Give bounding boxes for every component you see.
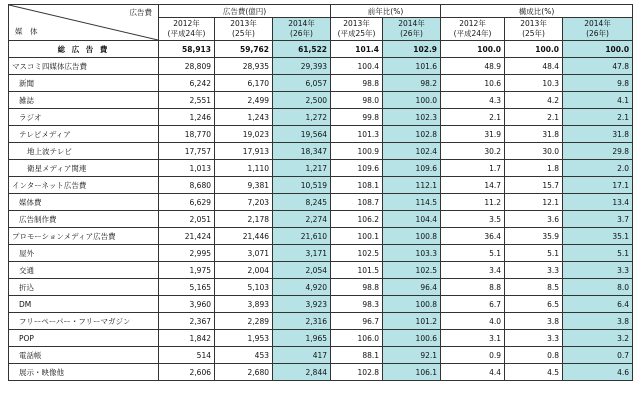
row-label: 新聞	[9, 75, 159, 92]
ad-expenditure-table-container	[8, 4, 632, 381]
header-year-cell: 2013年 (平成25年)	[331, 18, 383, 41]
row-label: ラジオ	[9, 109, 159, 126]
value-cell: 9.8	[563, 75, 633, 92]
table-row	[9, 347, 633, 364]
value-cell: 99.8	[331, 109, 383, 126]
value-cell: 102.5	[383, 262, 441, 279]
value-cell: 2,606	[159, 364, 215, 381]
header-group-yoy: 前年比(%)	[331, 5, 441, 18]
value-cell: 96.4	[383, 279, 441, 296]
value-cell: 2,500	[273, 92, 331, 109]
value-cell: 0.7	[563, 347, 633, 364]
value-cell: 17,913	[215, 143, 273, 160]
value-cell: 3.6	[505, 211, 563, 228]
value-cell: 101.5	[331, 262, 383, 279]
value-cell: 100.4	[331, 58, 383, 75]
value-cell: 3,960	[159, 296, 215, 313]
value-cell: 2,844	[273, 364, 331, 381]
value-cell: 14.7	[441, 177, 505, 194]
value-cell: 21,424	[159, 228, 215, 245]
value-cell: 3,171	[273, 245, 331, 262]
value-cell: 10,519	[273, 177, 331, 194]
value-cell: 12.1	[505, 194, 563, 211]
table-row	[9, 75, 633, 92]
value-cell: 13.4	[563, 194, 633, 211]
row-label: テレビメディア	[9, 126, 159, 143]
header-row-groups	[9, 5, 633, 18]
row-label: 広告制作費	[9, 211, 159, 228]
value-cell: 88.1	[331, 347, 383, 364]
table-row	[9, 364, 633, 381]
value-cell: 36.4	[441, 228, 505, 245]
value-cell: 1,272	[273, 109, 331, 126]
value-cell: 28,935	[215, 58, 273, 75]
table-row	[9, 313, 633, 330]
value-cell: 2,551	[159, 92, 215, 109]
value-cell: 3,893	[215, 296, 273, 313]
value-cell: 29,393	[273, 58, 331, 75]
value-cell: 108.7	[331, 194, 383, 211]
value-cell: 92.1	[383, 347, 441, 364]
table-row	[9, 262, 633, 279]
value-cell: 3,923	[273, 296, 331, 313]
value-cell: 100.0	[563, 41, 633, 58]
value-cell: 48.4	[505, 58, 563, 75]
row-label: POP	[9, 330, 159, 347]
value-cell: 61,522	[273, 41, 331, 58]
row-label: マスコミ四媒体広告費	[9, 58, 159, 75]
value-cell: 100.0	[441, 41, 505, 58]
value-cell: 15.7	[505, 177, 563, 194]
value-cell: 17,757	[159, 143, 215, 160]
value-cell: 1,975	[159, 262, 215, 279]
value-cell: 102.5	[331, 245, 383, 262]
table-row	[9, 228, 633, 245]
value-cell: 31.8	[563, 126, 633, 143]
value-cell: 17.1	[563, 177, 633, 194]
value-cell: 453	[215, 347, 273, 364]
header-year-cell: 2014年 (26年)	[563, 18, 633, 41]
value-cell: 5.1	[505, 245, 563, 262]
row-label: 衛星メディア関連	[9, 160, 159, 177]
row-label: プロモーションメディア広告費	[9, 228, 159, 245]
value-cell: 3.5	[441, 211, 505, 228]
value-cell: 18,770	[159, 126, 215, 143]
value-cell: 8.5	[505, 279, 563, 296]
value-cell: 8.8	[441, 279, 505, 296]
value-cell: 6,170	[215, 75, 273, 92]
value-cell: 11.2	[441, 194, 505, 211]
row-label: 電話帳	[9, 347, 159, 364]
value-cell: 1,243	[215, 109, 273, 126]
value-cell: 59,762	[215, 41, 273, 58]
table-row	[9, 330, 633, 347]
table-row	[9, 126, 633, 143]
value-cell: 5,103	[215, 279, 273, 296]
value-cell: 31.8	[505, 126, 563, 143]
header-group-share: 構成比(%)	[441, 5, 633, 18]
value-cell: 98.2	[383, 75, 441, 92]
header-year-cell: 2012年 (平成24年)	[159, 18, 215, 41]
header-corner-cell	[9, 5, 159, 41]
value-cell: 98.8	[331, 279, 383, 296]
header-year-cell: 2013年 (25年)	[505, 18, 563, 41]
value-cell: 2,680	[215, 364, 273, 381]
row-label: 総 広 告 費	[9, 41, 159, 58]
header-year-cell: 2014年 (26年)	[273, 18, 331, 41]
table-row	[9, 109, 633, 126]
header-year-cell: 2012年 (平成24年)	[441, 18, 505, 41]
value-cell: 2,316	[273, 313, 331, 330]
value-cell: 1,842	[159, 330, 215, 347]
value-cell: 101.3	[331, 126, 383, 143]
value-cell: 4.1	[563, 92, 633, 109]
value-cell: 514	[159, 347, 215, 364]
value-cell: 4.6	[563, 364, 633, 381]
value-cell: 100.1	[331, 228, 383, 245]
value-cell: 103.3	[383, 245, 441, 262]
value-cell: 2,499	[215, 92, 273, 109]
value-cell: 96.7	[331, 313, 383, 330]
value-cell: 10.6	[441, 75, 505, 92]
row-label: 展示・映像他	[9, 364, 159, 381]
value-cell: 3.8	[563, 313, 633, 330]
row-label: 雑誌	[9, 92, 159, 109]
value-cell: 19,564	[273, 126, 331, 143]
table-row	[9, 279, 633, 296]
value-cell: 2.1	[441, 109, 505, 126]
value-cell: 10.3	[505, 75, 563, 92]
table-row	[9, 143, 633, 160]
value-cell: 101.2	[383, 313, 441, 330]
value-cell: 2.1	[563, 109, 633, 126]
table-body	[9, 41, 633, 381]
value-cell: 101.6	[383, 58, 441, 75]
value-cell: 2.1	[505, 109, 563, 126]
value-cell: 5.1	[563, 245, 633, 262]
row-label: インターネット広告費	[9, 177, 159, 194]
row-label: DM	[9, 296, 159, 313]
table-row	[9, 160, 633, 177]
value-cell: 3.2	[563, 330, 633, 347]
value-cell: 4.4	[441, 364, 505, 381]
value-cell: 1.7	[441, 160, 505, 177]
value-cell: 4,920	[273, 279, 331, 296]
row-label: 交通	[9, 262, 159, 279]
value-cell: 104.4	[383, 211, 441, 228]
value-cell: 1,953	[215, 330, 273, 347]
value-cell: 1,965	[273, 330, 331, 347]
value-cell: 6,057	[273, 75, 331, 92]
value-cell: 98.3	[331, 296, 383, 313]
row-label: 屋外	[9, 245, 159, 262]
value-cell: 0.8	[505, 347, 563, 364]
value-cell: 2,995	[159, 245, 215, 262]
value-cell: 100.0	[383, 92, 441, 109]
value-cell: 35.1	[563, 228, 633, 245]
value-cell: 28,809	[159, 58, 215, 75]
value-cell: 417	[273, 347, 331, 364]
value-cell: 21,610	[273, 228, 331, 245]
value-cell: 3.1	[441, 330, 505, 347]
value-cell: 109.6	[383, 160, 441, 177]
value-cell: 102.8	[383, 126, 441, 143]
value-cell: 6.4	[563, 296, 633, 313]
table-row	[9, 211, 633, 228]
value-cell: 8.0	[563, 279, 633, 296]
value-cell: 102.9	[383, 41, 441, 58]
value-cell: 48.9	[441, 58, 505, 75]
value-cell: 106.0	[331, 330, 383, 347]
value-cell: 6,242	[159, 75, 215, 92]
value-cell: 8,245	[273, 194, 331, 211]
value-cell: 108.1	[331, 177, 383, 194]
value-cell: 114.5	[383, 194, 441, 211]
value-cell: 98.0	[331, 92, 383, 109]
corner-label-media: 媒 体	[15, 27, 38, 36]
value-cell: 106.1	[383, 364, 441, 381]
value-cell: 100.8	[383, 296, 441, 313]
value-cell: 102.4	[383, 143, 441, 160]
value-cell: 21,446	[215, 228, 273, 245]
value-cell: 2,274	[273, 211, 331, 228]
value-cell: 18,347	[273, 143, 331, 160]
value-cell: 106.2	[331, 211, 383, 228]
value-cell: 2.0	[563, 160, 633, 177]
header-group-amount: 広告費(億円)	[159, 5, 331, 18]
value-cell: 3.3	[505, 262, 563, 279]
value-cell: 0.9	[441, 347, 505, 364]
table-row	[9, 177, 633, 194]
value-cell: 2,178	[215, 211, 273, 228]
corner-label-ad-expense: 広告費	[129, 8, 152, 17]
value-cell: 2,289	[215, 313, 273, 330]
value-cell: 2,054	[273, 262, 331, 279]
table-row	[9, 92, 633, 109]
value-cell: 2,367	[159, 313, 215, 330]
row-label: 折込	[9, 279, 159, 296]
value-cell: 5,165	[159, 279, 215, 296]
table-row	[9, 41, 633, 58]
value-cell: 29.8	[563, 143, 633, 160]
value-cell: 4.2	[505, 92, 563, 109]
value-cell: 2,004	[215, 262, 273, 279]
value-cell: 58,913	[159, 41, 215, 58]
value-cell: 4.5	[505, 364, 563, 381]
value-cell: 1,217	[273, 160, 331, 177]
row-label: 地上波テレビ	[9, 143, 159, 160]
value-cell: 3.8	[505, 313, 563, 330]
value-cell: 100.8	[383, 228, 441, 245]
row-label: フリーペーパー・フリーマガジン	[9, 313, 159, 330]
value-cell: 30.2	[441, 143, 505, 160]
value-cell: 19,023	[215, 126, 273, 143]
value-cell: 112.1	[383, 177, 441, 194]
value-cell: 6,629	[159, 194, 215, 211]
value-cell: 6.5	[505, 296, 563, 313]
row-label: 媒体費	[9, 194, 159, 211]
value-cell: 109.6	[331, 160, 383, 177]
value-cell: 100.9	[331, 143, 383, 160]
value-cell: 2,051	[159, 211, 215, 228]
value-cell: 30.0	[505, 143, 563, 160]
value-cell: 3.7	[563, 211, 633, 228]
value-cell: 102.3	[383, 109, 441, 126]
value-cell: 4.0	[441, 313, 505, 330]
ad-expenditure-table	[8, 4, 633, 381]
table-row	[9, 58, 633, 75]
value-cell: 8,680	[159, 177, 215, 194]
value-cell: 4.3	[441, 92, 505, 109]
value-cell: 1,110	[215, 160, 273, 177]
table-row	[9, 194, 633, 211]
value-cell: 100.0	[505, 41, 563, 58]
value-cell: 1,246	[159, 109, 215, 126]
value-cell: 1.8	[505, 160, 563, 177]
value-cell: 6.7	[441, 296, 505, 313]
value-cell: 31.9	[441, 126, 505, 143]
value-cell: 100.6	[383, 330, 441, 347]
table-row	[9, 245, 633, 262]
value-cell: 35.9	[505, 228, 563, 245]
value-cell: 3.4	[441, 262, 505, 279]
value-cell: 3.3	[563, 262, 633, 279]
value-cell: 9,381	[215, 177, 273, 194]
value-cell: 5.1	[441, 245, 505, 262]
header-year-cell: 2013年 (25年)	[215, 18, 273, 41]
value-cell: 1,013	[159, 160, 215, 177]
value-cell: 7,203	[215, 194, 273, 211]
value-cell: 3.3	[505, 330, 563, 347]
value-cell: 102.8	[331, 364, 383, 381]
table-row	[9, 296, 633, 313]
header-year-cell: 2014年 (26年)	[383, 18, 441, 41]
value-cell: 98.8	[331, 75, 383, 92]
value-cell: 101.4	[331, 41, 383, 58]
value-cell: 47.8	[563, 58, 633, 75]
value-cell: 3,071	[215, 245, 273, 262]
